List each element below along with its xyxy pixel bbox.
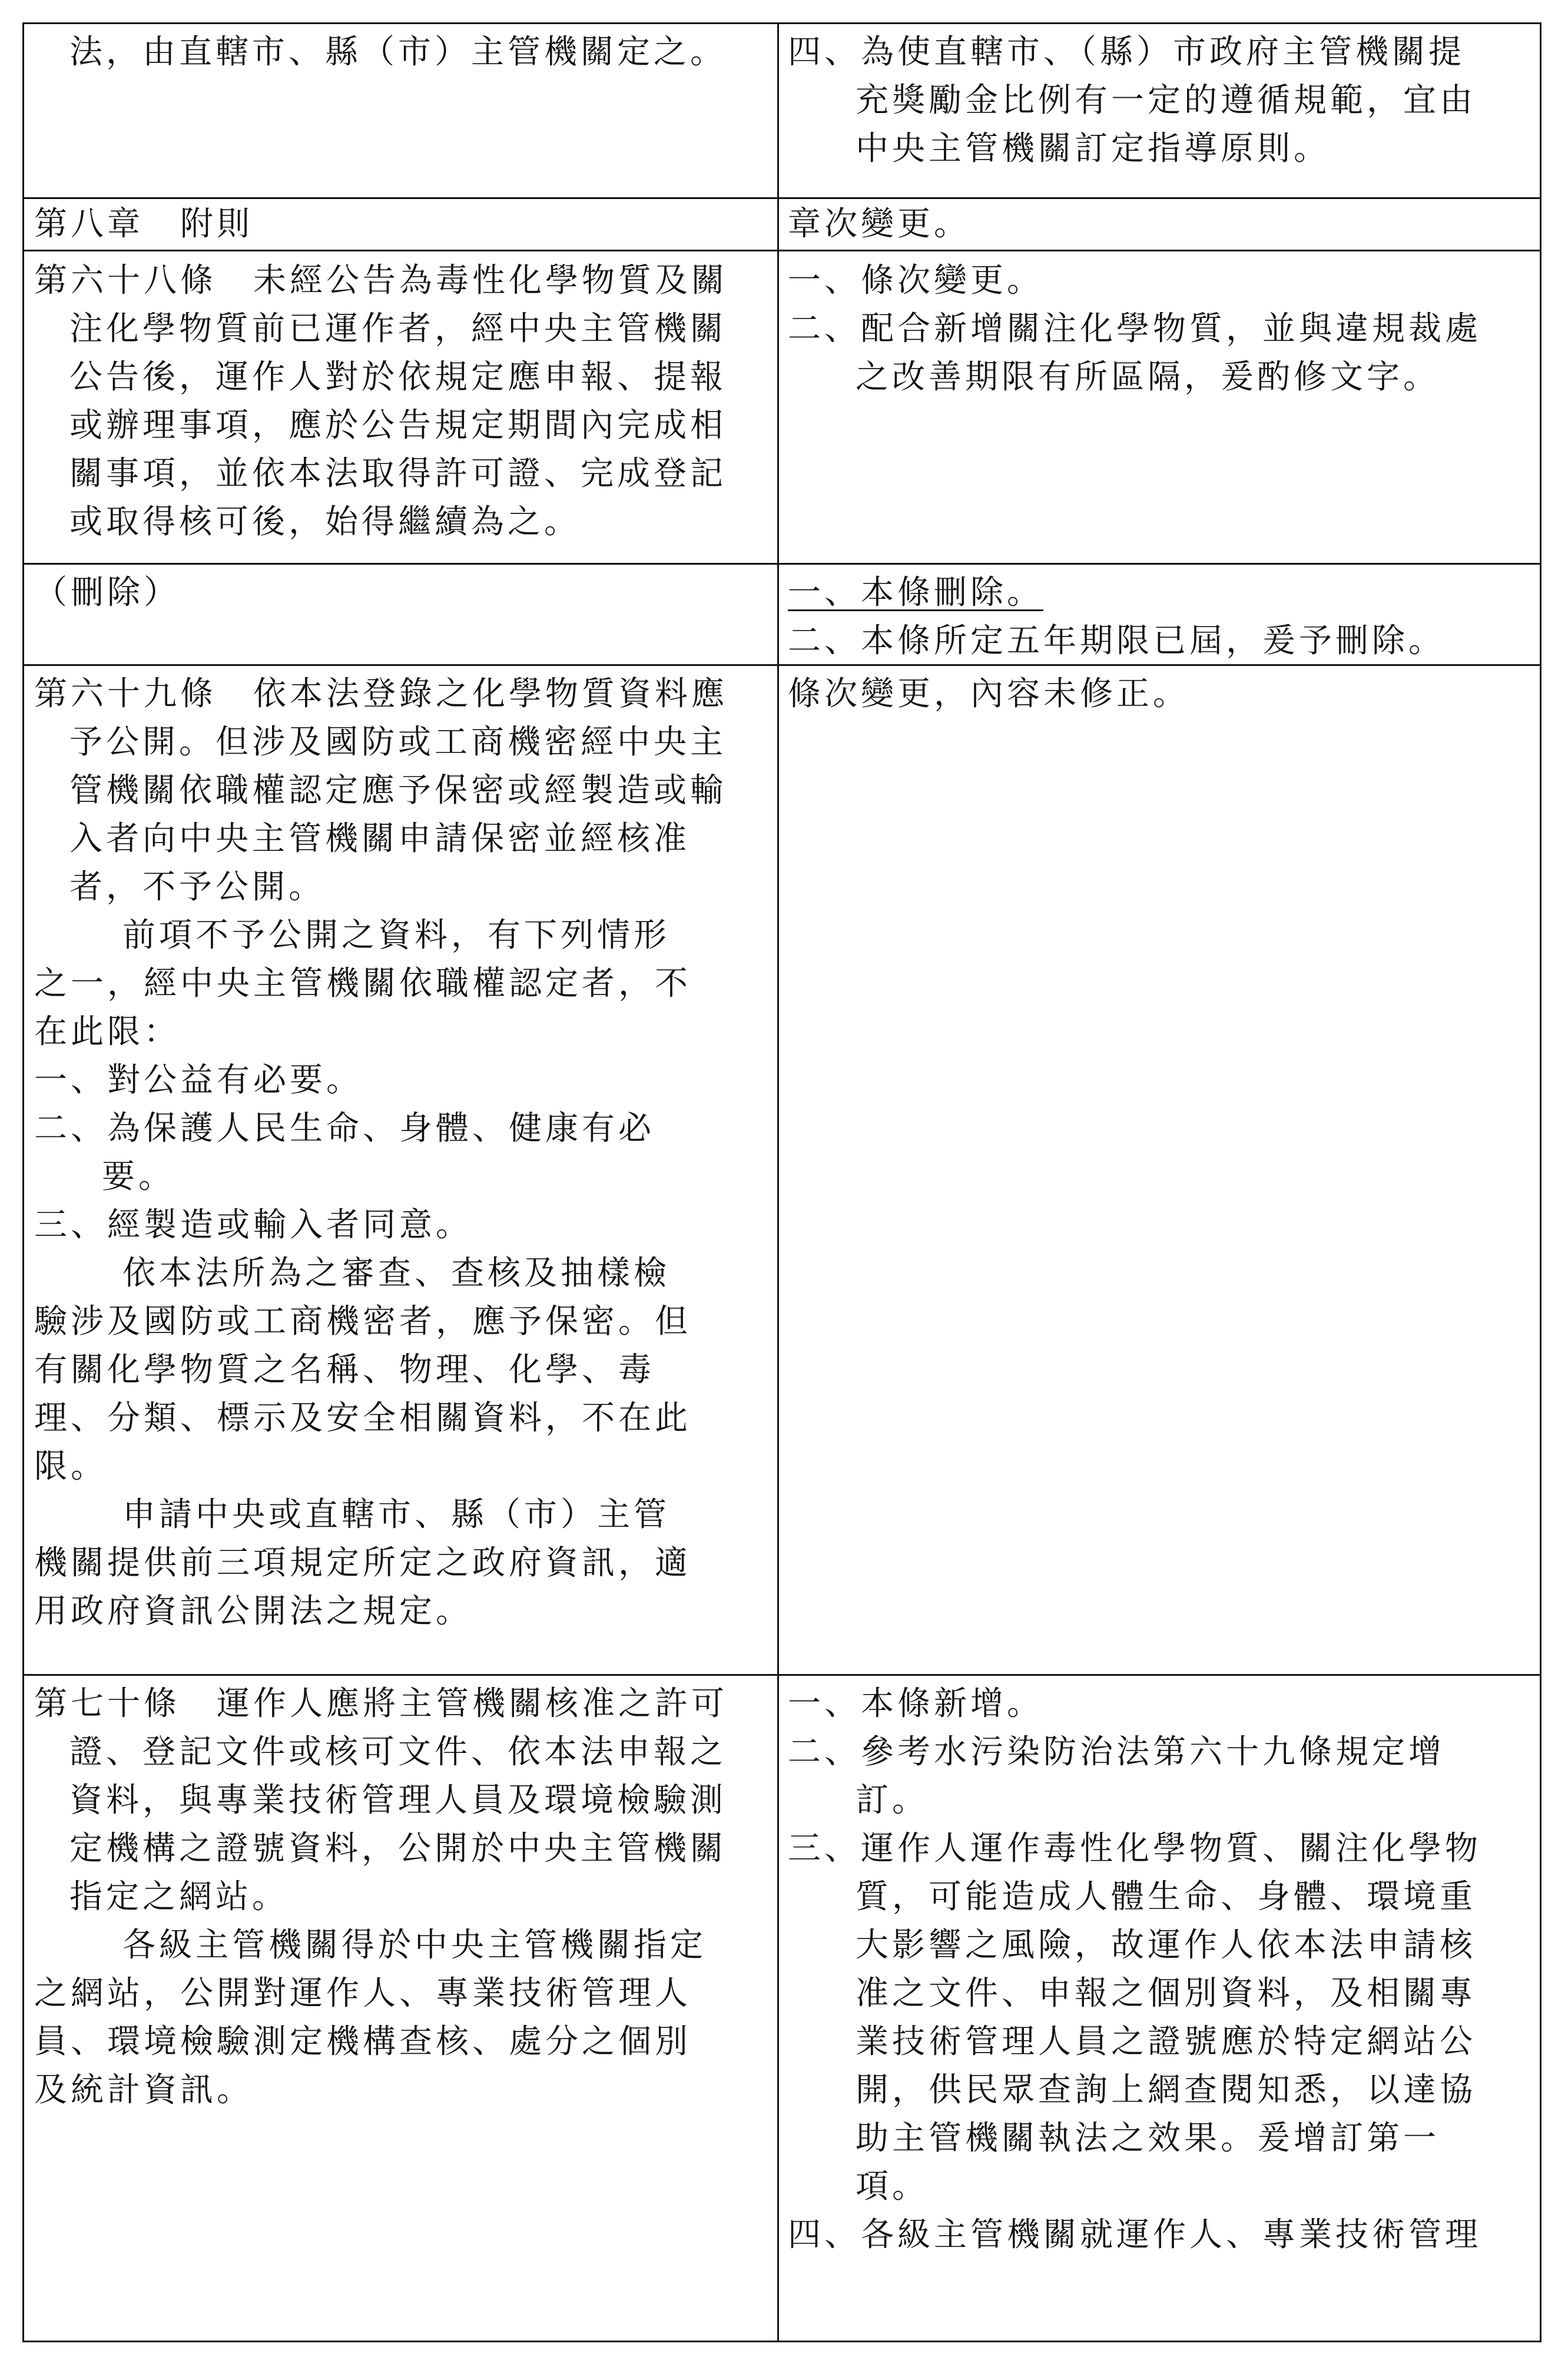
row-divider (22, 197, 1542, 199)
text-line: 或取得核可後，始得繼續為之。 (69, 503, 581, 541)
row-4-left-cell (34, 569, 180, 617)
table-border-bottom (22, 2341, 1542, 2342)
text-line: 准之文件、申報之個別資料，及相關專 (856, 1974, 1476, 2013)
table-border-right (1540, 22, 1542, 2342)
text-line: 關事項，並依本法取得許可證、完成登記 (69, 455, 727, 493)
table-border-top (22, 22, 1542, 24)
text-line: 四、為使直轄市、（縣）市政府主管機關提 (788, 33, 1465, 71)
text-line: 一、本條新增。 (788, 1685, 1043, 1723)
text-line: 定機構之證號資料，公開於中央主管機關 (69, 1829, 727, 1868)
text-line: 業技術管理人員之證號應於特定網站公 (856, 2023, 1476, 2061)
text-line: 訂。 (856, 1781, 929, 1819)
text-line: 各級主管機關得於中央主管機關指定 (122, 1926, 707, 1964)
text-line: 依本法所為之審查、查核及抽樣檢 (122, 1254, 670, 1292)
text-line: 二、配合新增關注化學物質，並與違規裁處 (788, 310, 1481, 348)
chapter-heading: 第八章 附則 (34, 205, 253, 243)
row-divider (22, 1674, 1542, 1676)
text-line: 有關化學物質之名稱、物理、化學、毒 (34, 1351, 655, 1389)
text-line: 大影響之風險，故運作人依本法申請核 (856, 1926, 1476, 1964)
deleted-marker: （刪除） (34, 574, 180, 612)
text-line: 二、為保護人民生命、身體、健康有必 (34, 1109, 655, 1148)
text-line: 一、條次變更。 (788, 261, 1043, 300)
text-line: 開，供民眾查詢上網查閱知悉，以達協 (856, 2071, 1476, 2109)
article-heading-line: 第六十九條 依本法登錄之化學物質資料應 (34, 675, 728, 713)
text-line: 法，由直轄市、縣（市）主管機關定之。 (69, 33, 727, 71)
text-line: 管機關依職權認定應予保密或經製造或輸 (69, 771, 727, 810)
text-line: 之網站，公開對運作人、專業技術管理人 (34, 1974, 691, 2013)
text-line: 一、本條刪除。 (788, 574, 1043, 612)
text-line: 三、經製造或輸入者同意。 (34, 1206, 472, 1244)
text-line: 或辦理事項，應於公告規定期間內完成相 (69, 406, 727, 445)
text-line: 三、運作人運作毒性化學物質、關注化學物 (788, 1829, 1481, 1868)
text-line: 二、本條所定五年期限已屆，爰予刪除。 (788, 622, 1445, 660)
table-border-left (22, 22, 24, 2342)
article-heading-line: 第六十八條 未經公告為毒性化學物質及關 (34, 261, 728, 300)
row-5-right-cell (788, 670, 1189, 718)
row-6-left-cell (34, 1680, 728, 2114)
text-line: 注化學物質前已運作者，經中央主管機關 (69, 310, 727, 348)
row-1-left-cell (34, 28, 727, 77)
row-4-right-cell (788, 569, 1445, 665)
text-line: 要。 (102, 1158, 175, 1196)
text-line: 前項不予公開之資料，有下列情形 (122, 916, 670, 954)
text-line: 予公開。但涉及國防或工商機密經中央主 (69, 723, 727, 761)
text-line: 章次變更。 (788, 205, 970, 243)
row-6-right-cell (788, 1680, 1481, 2259)
row-divider (22, 563, 1542, 565)
text-line: 理、分類、標示及安全相關資料，不在此 (34, 1399, 691, 1437)
text-line: 指定之網站。 (69, 1878, 289, 1916)
text-line: 資料，與專業技術管理人員及環境檢驗測 (69, 1781, 727, 1819)
text-line: 用政府資訊公開法之規定。 (34, 1592, 472, 1630)
text-line: 二、參考水污染防治法第六十九條規定增 (788, 1733, 1445, 1771)
row-3-right-cell (788, 257, 1481, 402)
comparison-table (22, 22, 1542, 2342)
row-2-left-cell (34, 200, 253, 248)
text-line: 質，可能造成人體生命、身體、環境重 (856, 1878, 1476, 1916)
text-line: 機關提供前三項規定所定之政府資訊，適 (34, 1544, 691, 1582)
row-2-right-cell (788, 200, 970, 248)
text-line: 之改善期限有所區隔，爰酌修文字。 (856, 358, 1440, 396)
text-line: 之一，經中央主管機關依職權認定者，不 (34, 964, 691, 1003)
row-divider (22, 250, 1542, 251)
text-line: 一、對公益有必要。 (34, 1061, 363, 1099)
text-line: 條次變更，內容未修正。 (788, 675, 1189, 713)
text-line: 項。 (856, 2167, 929, 2206)
text-line: 充獎勵金比例有一定的遵循規範，宜由 (856, 81, 1476, 120)
text-line: 公告後，運作人對於依規定應申報、提報 (69, 358, 727, 396)
article-heading-line: 第七十條 運作人應將主管機關核准之許可 (34, 1685, 728, 1723)
text-line: 限。 (34, 1447, 107, 1486)
text-line: 助主管機關執法之效果。爰增訂第一 (856, 2119, 1440, 2157)
text-line: 證、登記文件或核可文件、依本法申報之 (69, 1733, 727, 1771)
text-line: 在此限： (34, 1013, 180, 1051)
row-5-left-cell (34, 670, 728, 1636)
text-line: 四、各級主管機關就運作人、專業技術管理 (788, 2216, 1481, 2254)
text-line: 申請中央或直轄市、縣（市）主管 (122, 1496, 670, 1534)
text-line: 員、環境檢驗測定機構查核、處分之個別 (34, 2023, 691, 2061)
row-1-right-cell (788, 28, 1476, 173)
text-line: 入者向中央主管機關申請保密並經核准 (69, 820, 690, 858)
text-line: 者，不予公開。 (69, 868, 325, 906)
row-3-left-cell (34, 257, 728, 546)
text-line: 及統計資訊。 (34, 2071, 253, 2109)
text-line: 中央主管機關訂定指導原則。 (856, 130, 1330, 168)
column-divider (777, 22, 779, 2342)
text-line: 驗涉及國防或工商機密者，應予保密。但 (34, 1302, 691, 1341)
